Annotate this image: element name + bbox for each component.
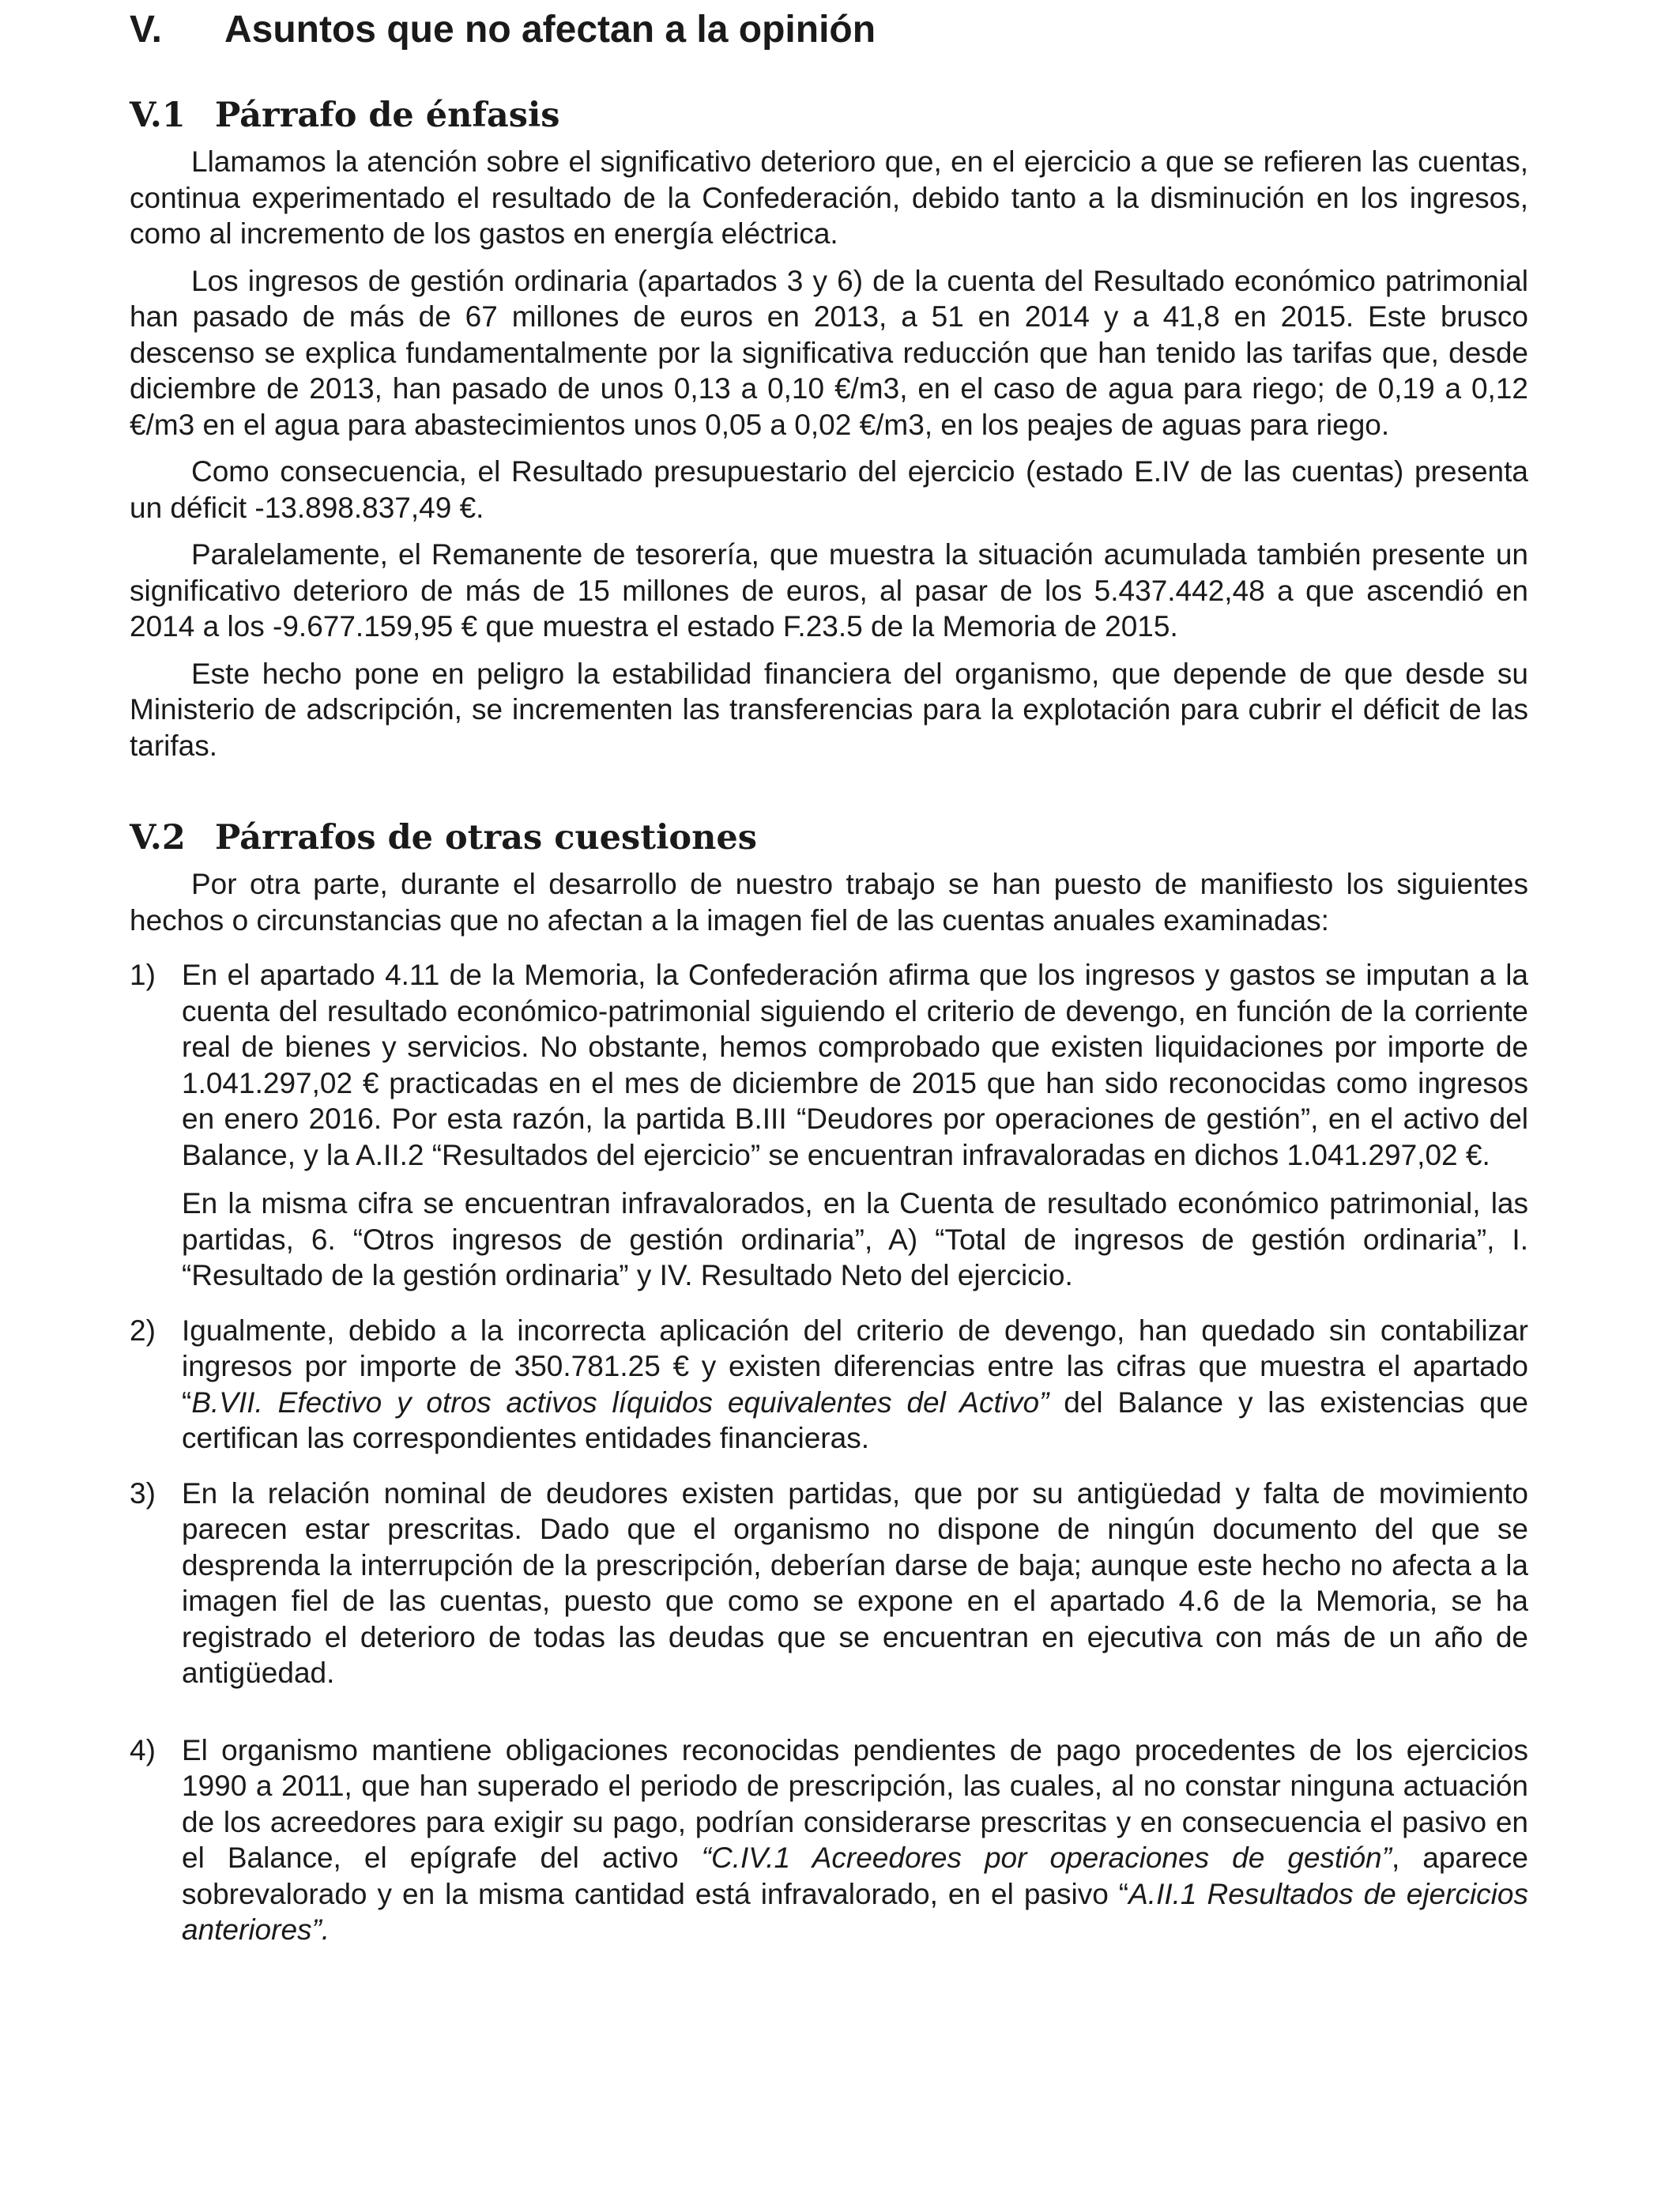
list-marker-3: 3) [130, 1476, 156, 1510]
list-item-body-1 [182, 957, 1528, 1294]
list-item-body-3 [182, 1476, 1528, 1691]
list-item-body-2 [182, 1313, 1528, 1457]
list-marker-4: 4) [130, 1733, 156, 1766]
paragraph-emphasis-2: Los ingresos de gestión ordinaria (apartados 3 y 6) de la cuenta del Resultado económico patrimonial han pasado de más de 67 millones de euros en 2013, a 51 en 2014 y a 41,8 en 2015. Este brusco descenso se explica fundamentalmente por la significativa reducción que han tenido las tarifas que, desde diciembre de 2013, han pasado de unos 0,13 a 0,10 €/m3, en el caso de agua para riego; de 0,19 a 0,12 €/m3 en el agua para abastecimientos unos 0,05 a 0,02 €/m3, en los peajes de aguas para riego. [130, 264, 1528, 441]
subsection-heading-1 [130, 93, 1528, 138]
list-item-4-text-c: , aparece sobrevalorado y en la misma cantidad está infravalorado, en el pasivo “ [182, 1842, 1528, 1910]
section-title: Asuntos que no afectan a la opinión [224, 9, 876, 51]
list-item-1-text-2: En la misma cifra se encuentran infravalorados, en la Cuenta de resultado económico patrimonial, las partidas, 6. “Otros ingresos de gestión ordinaria”, A) “Total de ingresos de gestión ordinaria”, I. “Resultado de la gestión ordinaria” y IV. Resultado Neto del ejercicio. [182, 1187, 1528, 1291]
section-heading [130, 6, 1528, 54]
list-marker-1: 1) [130, 959, 156, 991]
paragraph-other-intro: Por otra parte, durante el desarrollo de nuestro trabajo se han puesto de manifiesto los siguientes hechos o circunstancias que no afectan a la imagen fiel de las cuentas anuales examinadas: [130, 868, 1528, 937]
list-item-1 [130, 957, 1528, 1294]
paragraph-emphasis-3: Como consecuencia, el Resultado presupuestario del ejercicio (estado E.IV de las cuentas) presenta un déficit -13.898.837,49 €. [130, 455, 1528, 524]
document-page [130, 0, 1528, 1948]
list-item-2 [130, 1313, 1528, 1457]
list-item-1-text: En el apartado 4.11 de la Memoria, la Confederación afirma que los ingresos y gastos se imputan a la cuenta del resultado económico-patrimonial siguiendo el criterio de devengo, en función de la corriente real de bienes y servicios. No obstante, hemos comprobado que existen liquidaciones por importe de 1.041.297,02 € practicadas en el mes de diciembre de 2015 que han sido reconocidas como ingresos en enero 2016. Por esta razón, la partida B.III “Deudores por operaciones de gestión”, en el activo del Balance, y la A.II.2 “Resultados del ejercicio” se encuentran infravaloradas en dichos 1.041.297,02 €. [182, 959, 1528, 1171]
paragraph-emphasis-4: Paralelamente, el Remanente de tesorería, que muestra la situación acumulada también presente un significativo deterioro de más de 15 millones de euros, al pasar de los 5.437.442,48 a que ascendió en 2014 a los -9.677.159,95 € que muestra el estado F.23.5 de la Memoria de 2015. [130, 538, 1528, 643]
paragraph-emphasis-1: Llamamos la atención sobre el significativo deterioro que, en el ejercicio a que se refieren las cuentas, continua experimentado el resultado de la Confederación, debido tanto a la disminución en los ingresos, como al incremento de los gastos en energía eléctrica. [130, 145, 1528, 250]
list-item-4-text [182, 1732, 1528, 1948]
list-item-4-text-italic-2: A.II.1 Resultados de ejercicios anteriores”. [182, 1877, 1528, 1946]
list-item-4-text-a: El organismo mantiene obligaciones reconocidas pendientes de pago procedentes de los ejercicios 1990 a 2011, que han superado el periodo de prescripción, las cuales, al no constar ninguna actuación de los acreedores para exigir su pago, podrían considerarse prescritas y en consecuencia el pasivo en el Balance, el epígrafe del activo [182, 1733, 1528, 1874]
subsection-number-1: V.1 [130, 96, 186, 135]
subsection-title-1: Párrafo de énfasis [215, 96, 560, 135]
subsection-heading-2 [130, 816, 1528, 860]
subsection-number-2: V.2 [130, 818, 186, 858]
list-item-body-4 [182, 1732, 1528, 1948]
subsection-title-2: Párrafos de otras cuestiones [215, 818, 757, 858]
list-item-2-text-c: del Balance y las existencias que certifican las correspondientes entidades financieras. [182, 1385, 1528, 1454]
paragraph-emphasis-5: Este hecho pone en peligro la estabilidad financiera del organismo, que depende de que desde su Ministerio de adscripción, se incrementen las transferencias para la explotación para cubrir el déficit de las tarifas. [130, 657, 1528, 762]
list-item-4-text-italic-1: “C.IV.1 Acreedores por operaciones de gestión” [701, 1842, 1392, 1874]
list-item-2-text-a: Igualmente, debido a la incorrecta aplicación del criterio de devengo, han quedado sin contabilizar ingresos por importe de 350.781.25 € y existen diferencias entre las cifras que muestra el apartado “ [182, 1314, 1528, 1419]
list-item-3 [130, 1476, 1528, 1691]
list-item-3-text: En la relación nominal de deudores existen partidas, que por su antigüedad y falta de movimiento parecen estar prescritas. Dado que el organismo no dispone de ningún documento del que se desprenda la interrupción de la prescripción, deberían darse de baja; aunque este hecho no afecta a la imagen fiel de las cuentas, puesto que como se expone en el apartado 4.6 de la Memoria, se ha registrado el deterioro de todas las deudas que se encuentran en ejecutiva con más de un año de antigüedad. [182, 1476, 1528, 1689]
list-item-2-text-italic: B.VII. Efectivo y otros activos líquidos equivalentes del Activo” [191, 1385, 1049, 1419]
list-marker-2: 2) [130, 1314, 156, 1347]
list-item-2-text [182, 1313, 1528, 1457]
list-item-4 [130, 1732, 1528, 1948]
section-number: V. [130, 9, 162, 51]
